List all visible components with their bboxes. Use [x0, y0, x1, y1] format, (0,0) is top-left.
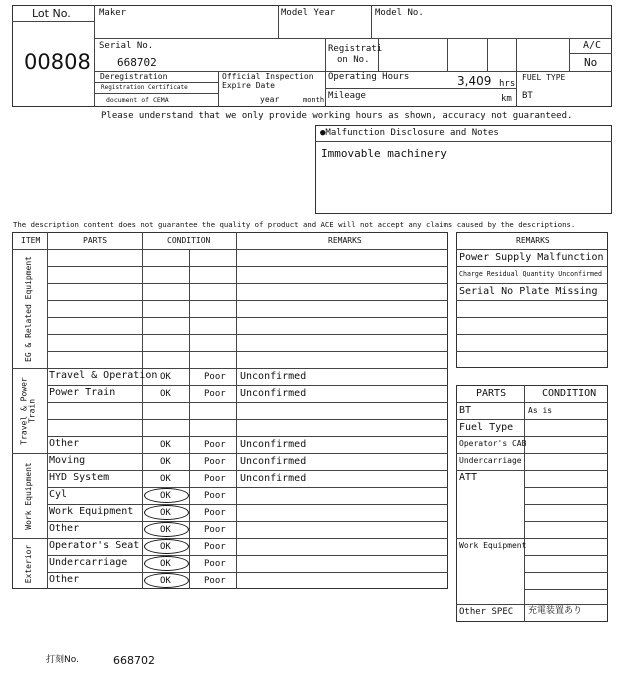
condition-poor: Poor: [204, 576, 226, 586]
disclaimer: The description content does not guarantee the quality of product and ACE will not accept any claims caused by the descriptions.: [13, 220, 576, 229]
remark: Unconfirmed: [240, 439, 307, 450]
dereg-line-1: [94, 82, 218, 83]
part-label: HYD System: [49, 472, 110, 483]
bt-label: BT: [459, 405, 472, 416]
month-label: month: [303, 96, 325, 104]
deregistration-label: Deregistration: [100, 72, 168, 81]
row-line: [47, 402, 448, 403]
malfunction-title-line: [315, 141, 612, 142]
footer-value: 668702: [113, 654, 155, 667]
other-spec-row: Other SPEC: [459, 607, 514, 617]
model-year-label: Model Year: [281, 8, 336, 18]
parts-row-line: [456, 470, 608, 471]
condition-poor: Poor: [204, 542, 226, 552]
parts-row-line: [524, 487, 608, 488]
serial-label: Serial No.: [99, 41, 154, 51]
operating-hours-value: 3,409: [457, 74, 492, 88]
ac-mid-line: [569, 53, 612, 54]
condition-ok: OK: [160, 474, 171, 484]
part-label: Undercarriage: [49, 557, 128, 568]
condition-ok: OK: [160, 440, 171, 450]
mileage-label: Mileage: [328, 91, 366, 101]
reg-divider-4: [516, 38, 517, 107]
remarks-row-line: [456, 334, 608, 335]
lot-number: 00808: [24, 50, 91, 74]
ac-label: A/C: [583, 40, 602, 51]
parts-header: PARTS: [476, 388, 507, 399]
section-line-1: [12, 368, 448, 369]
row-line: [47, 487, 448, 488]
part-label: Other: [49, 438, 80, 449]
remark-item: Power Supply Malfunction: [459, 252, 604, 263]
footer-label: 打刻No.: [46, 655, 79, 665]
row-line: [47, 470, 448, 471]
undercarriage-row: Undercarriage: [459, 456, 522, 465]
other-spec-value: 充電装置あり: [528, 606, 583, 616]
parts-row-line: [524, 555, 608, 556]
col-item-line: [47, 232, 48, 589]
main-table: [12, 232, 448, 589]
section-travel-line2: Train: [28, 398, 37, 424]
serial-value: 668702: [117, 56, 157, 69]
row-line: [47, 266, 448, 267]
condition-poor: Poor: [204, 440, 226, 450]
operating-hours-label: Operating Hours: [328, 72, 410, 82]
condition-poor: Poor: [204, 389, 226, 399]
malfunction-title: ●Malfunction Disclosure and Notes: [320, 128, 499, 138]
cema-label: document of CEMA: [106, 96, 169, 104]
dereg-divider: [218, 71, 219, 107]
header-row1-line: [94, 38, 612, 39]
condition-poor: Poor: [204, 525, 226, 535]
reg-divider-2: [447, 38, 448, 71]
part-label: Cyl: [49, 489, 68, 500]
row-line: [47, 555, 448, 556]
condition-poor: Poor: [204, 457, 226, 467]
fuel-type-label: FUEL TYPE: [522, 73, 566, 82]
condition-ok: OK: [160, 491, 171, 501]
reg-divider-1: [378, 38, 379, 71]
registration-label-2: on No.: [337, 55, 370, 65]
parts-row-line: [524, 521, 608, 522]
parts-row-line: [524, 504, 608, 505]
remark: Unconfirmed: [240, 371, 307, 382]
row-line: [47, 385, 448, 386]
parts-row-line: [456, 436, 608, 437]
km-unit: km: [501, 94, 512, 104]
remarks-row-line: [456, 317, 608, 318]
row-line: [47, 334, 448, 335]
parts-row-line: [456, 453, 608, 454]
part-label: Operator's Seat: [49, 540, 140, 551]
remarks-header: REMARKS: [516, 236, 550, 245]
fuel-type-value: BT: [522, 91, 533, 101]
att-row: ATT: [459, 472, 478, 483]
row-line: [47, 572, 448, 573]
remarks-row-line: [456, 300, 608, 301]
remarks-header-line: [456, 249, 608, 250]
maker-label: Maker: [99, 8, 127, 18]
section-line-2: [12, 453, 448, 454]
condition-ok: OK: [160, 508, 171, 518]
header-remarks: REMARKS: [328, 236, 362, 245]
condition-header: CONDITION: [542, 388, 597, 399]
ac-value: No: [584, 56, 598, 69]
header-condition: CONDITION: [167, 236, 211, 245]
ac-divider: [569, 38, 570, 71]
row-line: [47, 351, 448, 352]
parts-row-line: [456, 419, 608, 420]
lot-label: Lot No.: [32, 7, 71, 20]
registration-cert-label: Registration Certificate: [101, 84, 188, 91]
modelyear-divider: [371, 5, 372, 38]
condition-poor: Poor: [204, 372, 226, 382]
part-label: Other: [49, 523, 80, 534]
part-label: Moving: [49, 455, 86, 466]
inspection-label-2: Expire Date: [222, 81, 275, 90]
year-label: year: [260, 95, 280, 104]
condition-ok: OK: [160, 559, 171, 569]
row-line: [47, 436, 448, 437]
section-work-label: Work Equipment: [23, 462, 33, 530]
condition-ok: OK: [160, 542, 171, 552]
parts-row-line: [456, 402, 608, 403]
remarks-row-line: [456, 266, 608, 267]
model-no-label: Model No.: [375, 8, 424, 18]
condition-ok: OK: [160, 389, 171, 399]
parts-row-line: [524, 589, 608, 590]
hrs-unit: hrs: [499, 79, 516, 89]
work-equipment-row: Work Equipment: [459, 541, 527, 550]
row-line: [47, 419, 448, 420]
col-cond-line: [236, 232, 237, 589]
row-line: [47, 317, 448, 318]
header-parts: PARTS: [83, 236, 108, 245]
remark: Unconfirmed: [240, 456, 307, 467]
remark: Unconfirmed: [240, 388, 307, 399]
maker-divider: [278, 5, 279, 38]
lot-header-line: [12, 21, 94, 22]
col-parts-line: [142, 232, 143, 589]
condition-ok: OK: [160, 372, 171, 382]
lot-divider: [94, 5, 95, 107]
header-item: ITEM: [21, 236, 41, 245]
part-label: Work Equipment: [49, 506, 134, 517]
parts-row-line: [524, 572, 608, 573]
part-label: Travel & Operation: [49, 370, 158, 381]
remark-item: Serial No Plate Missing: [459, 286, 598, 297]
condition-poor: Poor: [204, 491, 226, 501]
registration-label-1: Registrati: [328, 44, 383, 54]
hours-notice: Please understand that we only provide working hours as shown, accuracy not guaranteed.: [101, 111, 573, 121]
row-line: [47, 521, 448, 522]
remark-item: Charge Residual Quantity Unconfirmed: [459, 270, 602, 278]
condition-ok: OK: [160, 576, 171, 586]
section-travel-line1: Travel & Power: [19, 377, 29, 445]
condition-poor: Poor: [204, 508, 226, 518]
hours-mileage-line: [325, 88, 516, 89]
condition-ok: OK: [160, 525, 171, 535]
condition-poor: Poor: [204, 474, 226, 484]
operators-cab-row: Operator's CAB: [459, 439, 527, 448]
row-line: [47, 504, 448, 505]
remarks-row-line: [456, 351, 608, 352]
reg-divider-3: [487, 38, 488, 71]
section-exterior-label: Exterior: [23, 544, 33, 584]
row-line: [47, 283, 448, 284]
condition-poor: Poor: [204, 559, 226, 569]
section-travel-label: [21, 377, 38, 444]
dereg-line-2: [94, 93, 218, 94]
part-label: Power Train: [49, 387, 116, 398]
row-line: [47, 300, 448, 301]
bt-value: As is: [528, 406, 553, 415]
parts-row-line: [456, 604, 608, 605]
section-eg-label: EG & Related Equipment: [23, 256, 33, 362]
parts-row-line: [456, 538, 608, 539]
malfunction-text: Immovable machinery: [321, 147, 447, 160]
condition-ok: OK: [160, 457, 171, 467]
serial-divider: [325, 38, 326, 107]
part-label: Other: [49, 574, 80, 585]
remarks-row-line: [456, 283, 608, 284]
remark: Unconfirmed: [240, 473, 307, 484]
malfunction-box: [315, 125, 612, 214]
main-header-line: [12, 249, 448, 250]
inspection-label-1: Official Inspection: [222, 72, 314, 81]
section-line-3: [12, 538, 448, 539]
fuel-type-row: Fuel Type: [459, 422, 514, 433]
